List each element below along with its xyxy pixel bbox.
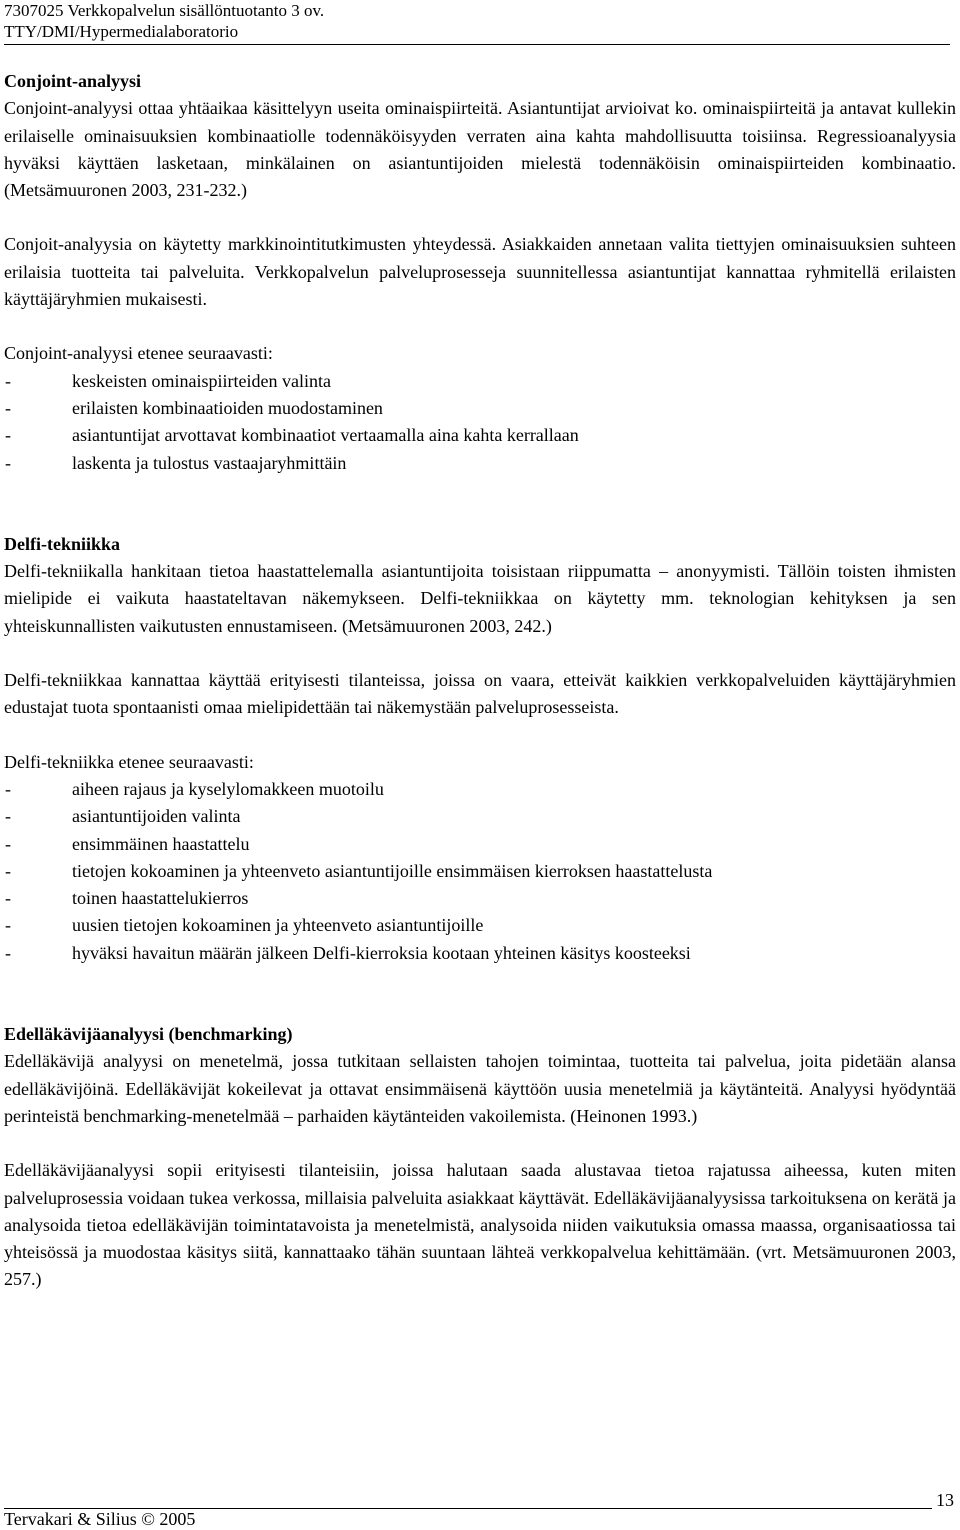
document-body — [4, 68, 956, 1294]
paragraph: Edelläkävijä analyysi on menetelmä, jossa tutkitaan sellaisten tahojen toimintaa, tuotteita tai palvelua, joita pidetään alansa edelläkävijöinä. Edelläkävijät kokeilevat ja ottavat ensimmäisenä käyttöön uusia menetelmiä ja käytänteitä. Analyysi hyödyntää perinteistä benchmarking-menetelmää – parhaiden käytänteiden vakoilemista. (Heinonen 1993.) — [4, 1051, 956, 1126]
dash-bullet: - — [5, 370, 11, 391]
list-intro: Conjoint-analyysi etenee seuraavasti: — [4, 343, 273, 364]
list-item: - asiantuntijoiden valinta — [4, 803, 956, 830]
list-item: - aiheen rajaus ja kyselylomakkeen muotoilu — [4, 776, 956, 803]
dash-bullet: - — [5, 397, 11, 418]
list-item: - uusien tietojen kokoaminen ja yhteenveto asiantuntijoille — [4, 912, 956, 939]
section-heading: Delfi-tekniikka — [4, 533, 121, 554]
dash-bullet: - — [5, 778, 11, 799]
list-item: - tietojen kokoaminen ja yhteenveto asiantuntijoille ensimmäisen kierroksen haastattelusta — [4, 858, 956, 885]
course-title: 7307025 Verkkopalvelun sisällöntuotanto 3 ov. — [4, 1, 325, 20]
footer-copyright: Tervakari & Silius © 2005 — [4, 1509, 196, 1529]
dash-bullet: - — [5, 915, 11, 936]
list-item: - keskeisten ominaispiirteiden valinta — [4, 368, 956, 395]
section-heading: Edelläkävijäanalyysi (benchmarking) — [4, 1024, 293, 1045]
step-list — [4, 368, 956, 477]
dash-bullet: - — [5, 833, 11, 854]
page-header — [4, 0, 950, 45]
paragraph: Delfi-tekniikalla hankitaan tietoa haastattelemalla asiantuntijoita toisistaan riippumatta – anonyymisti. Tällöin toisten ihmisten mielipide ei vaikuta haastateltavan näkemykseen. Delfi-tekniikkaa on käytetty mm. teknologian kehityksen ja sen yhteiskunnallisten vaikutusten ennustamiseen. (Metsämuuronen 2003, 242.) — [4, 561, 956, 636]
dash-bullet: - — [5, 425, 11, 446]
step-list — [4, 776, 956, 967]
dash-bullet: - — [5, 888, 11, 909]
paragraph: Conjoint-analyysi ottaa yhtäaikaa käsittelyyn useita ominaispiirteitä. Asiantuntijat arvioivat ko. ominaispiirteitä ja antavat kullekin erilaiselle ominaisuuksien kombinaatiolle todennäköisyyden verraten aina kahta mahdollisuutta toisiinsa. Regressioanalyysia hyväksi käyttäen lasketaan, minkälainen on asiantuntijoiden mielestä todennäköisin ominaispiirteiden kombinaatio. (Metsämuuronen 2003, 231-232.) — [4, 98, 956, 201]
list-item: - asiantuntijat arvottavat kombinaatiot vertaamalla aina kahta kerrallaan — [4, 422, 956, 449]
list-intro: Delfi-tekniikka etenee seuraavasti: — [4, 751, 254, 772]
paragraph: Conjoit-analyysia on käytetty markkinointitutkimusten yhteydessä. Asiakkaiden annetaan valita tiettyjen ominaisuuksien suhteen erilaisia tuotteita tai palveluita. Verkkopalvelun palveluprosesseja suunnitellessa asiantuntijat kannattaa ryhmitellä erilaisten käyttäjäryhmien mukaisesti. — [4, 234, 956, 310]
section-delfi — [4, 531, 956, 967]
dash-bullet: - — [5, 452, 11, 473]
dash-bullet: - — [5, 942, 11, 963]
dash-bullet: - — [5, 806, 11, 827]
list-item: - ensimmäinen haastattelu — [4, 831, 956, 858]
paragraph: Delfi-tekniikkaa kannattaa käyttää erityisesti tilanteissa, joissa on vaara, etteivät kaikkien verkkopalveluiden käyttäjäryhmien edustajat tuota spontaanisti omaa mielipidettään tai näkemystään palveluprosesseista. — [4, 670, 956, 718]
dash-bullet: - — [5, 860, 11, 881]
page-number: 13 — [936, 1490, 954, 1510]
section-heading: Conjoint-analyysi — [4, 71, 142, 91]
section-benchmarking — [4, 1021, 956, 1294]
section-conjoint — [4, 68, 956, 477]
list-item: - laskenta ja tulostus vastaajaryhmittäin — [4, 450, 956, 477]
paragraph: Edelläkävijäanalyysi sopii erityisesti tilanteisiin, joissa halutaan saada alustavaa tietoa rajatussa aiheessa, kuten miten palveluprosessia voidaan tukea verkossa, millaisia palveluita asiakkaat käyttävät. Edelläkävijäanalyysissa tarkoituksena on kerätä ja analysoida tietoa edelläkävijän toimintatavoista ja menetelmistä, analysoida niiden vaikutuksia omassa maassa, organisaatiossa tai yhteisössä ja muodostaa käsitys siitä, kannattaako tähän suuntaan lähteä verkkopalvelua kehittämään. (vrt. Metsämuuronen 2003, 257.) — [4, 1160, 956, 1290]
list-item: - hyväksi havaitun määrän jälkeen Delfi-kierroksia kootaan yhteinen käsitys koosteeksi — [4, 940, 956, 967]
list-item: - toinen haastattelukierros — [4, 885, 956, 912]
department-name: TTY/DMI/Hypermedialaboratorio — [4, 22, 239, 41]
list-item: - erilaisten kombinaatioiden muodostaminen — [4, 395, 956, 422]
